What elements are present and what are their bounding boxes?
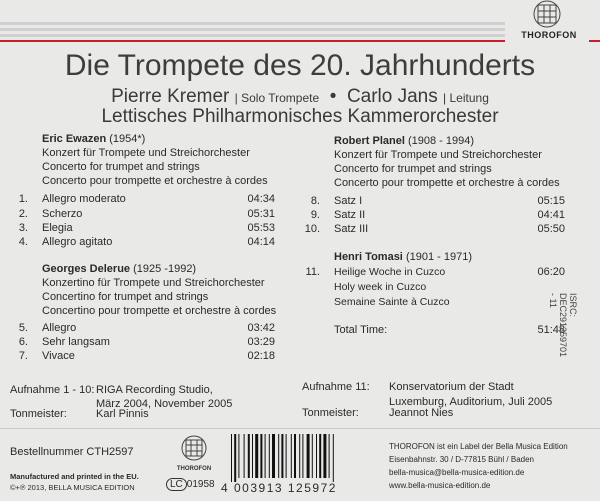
lc-number: 01958 [186,479,215,490]
work-title: Concertino for trumpet and strings [42,291,209,303]
conductor-role: Leitung [449,91,489,105]
work-title: Concerto pour trompette et orchestre à cordes [42,175,268,187]
svg-text:THOROFON: THOROFON [176,466,212,472]
separator: • [329,86,337,107]
recording-right-place: Konservatorium der Stadt Luxemburg, Auditorium, Juli 2005 [389,381,553,408]
isrc-code: ISRC: DEC291359701 - 11 [548,293,578,358]
composer-name: Robert Planel [334,135,405,147]
engineer-left-label: Tonmeister: [10,408,67,420]
barcode [229,434,365,484]
order-number: Bestellnummer CTH2597 [10,446,134,458]
work-delerue [42,262,276,318]
recording-left-label: Aufnahme 1 - 10: [10,384,95,396]
album-title: Die Trompete des 20. Jahrhunderts [64,49,536,82]
work-title: Konzert für Trompete und Streichorchester [334,149,542,161]
conductor-name: Carlo Jans [346,86,438,107]
label-address: THOROFON ist ein Label der Bella Musica Edition Eisenbahnstr. 30 / D-77815 Bühl / Baden bella-musica@bella-musica-edition.de www.bella-musica-edition.de [389,442,568,490]
brand-name: THOROFON [521,30,577,40]
engineer-left: Karl Pinnis [96,408,149,420]
composer-dates: (1925 -1992) [133,263,197,275]
orchestra-name: Lettisches Philharmonisches Kammerorchester [101,106,499,127]
engineer-right-label: Tonmeister: [302,407,359,419]
work-title: Concerto pour trompette et orchestre à cordes [334,177,560,189]
composer-name: Eric Ewazen [42,133,107,145]
soloist-name: Pierre Kremer [111,86,230,107]
composer-dates: (1901 - 1971) [405,251,472,263]
recording-right-label: Aufnahme 11: [302,381,370,393]
label-code [166,478,215,491]
logo-emblem-icon [505,0,589,30]
total-value: 51:48 [537,324,565,336]
composer-name: Georges Delerue [42,263,131,275]
footer-divider [0,428,600,429]
work-planel [334,134,560,190]
thorofon-small-logo-icon [172,434,216,474]
copyright: ©+℗ 2013, BELLA MUSICA EDITION [10,483,135,492]
performer-line: Pierre Kremer | Solo Trompete • Carlo Jans | Leitung [111,86,489,107]
composer-name: Henri Tomasi [334,251,403,263]
manufactured-note: Manufactured and printed in the EU. [10,472,139,481]
work-title: Concertino pour trompette et orchestre à cordes [42,305,277,317]
composer-dates: (1908 - 1994) [407,135,475,147]
soloist-role: Solo Trompete [241,91,320,105]
work-tomasi [334,250,472,264]
recording-left-place: RIGA Recording Studio, März 2004, November 2005 [96,384,233,410]
total-time [334,323,565,337]
total-label: Total Time: [334,324,388,336]
engineer-right: Jeannot Nies [389,407,454,419]
barcode-digits: 4 003913 125972 [221,481,337,495]
work-title: Konzert für Trompete und Streichorchester [42,147,250,159]
work-title: Concerto for trumpet and strings [334,163,492,175]
composer-dates: (1954*) [109,133,146,145]
work-title: Konzertino für Trompete und Streichorchester [42,277,265,289]
work-title: Concerto for trumpet and strings [42,161,200,173]
work-ewazen [42,132,268,188]
lc-badge: LC [166,478,187,491]
